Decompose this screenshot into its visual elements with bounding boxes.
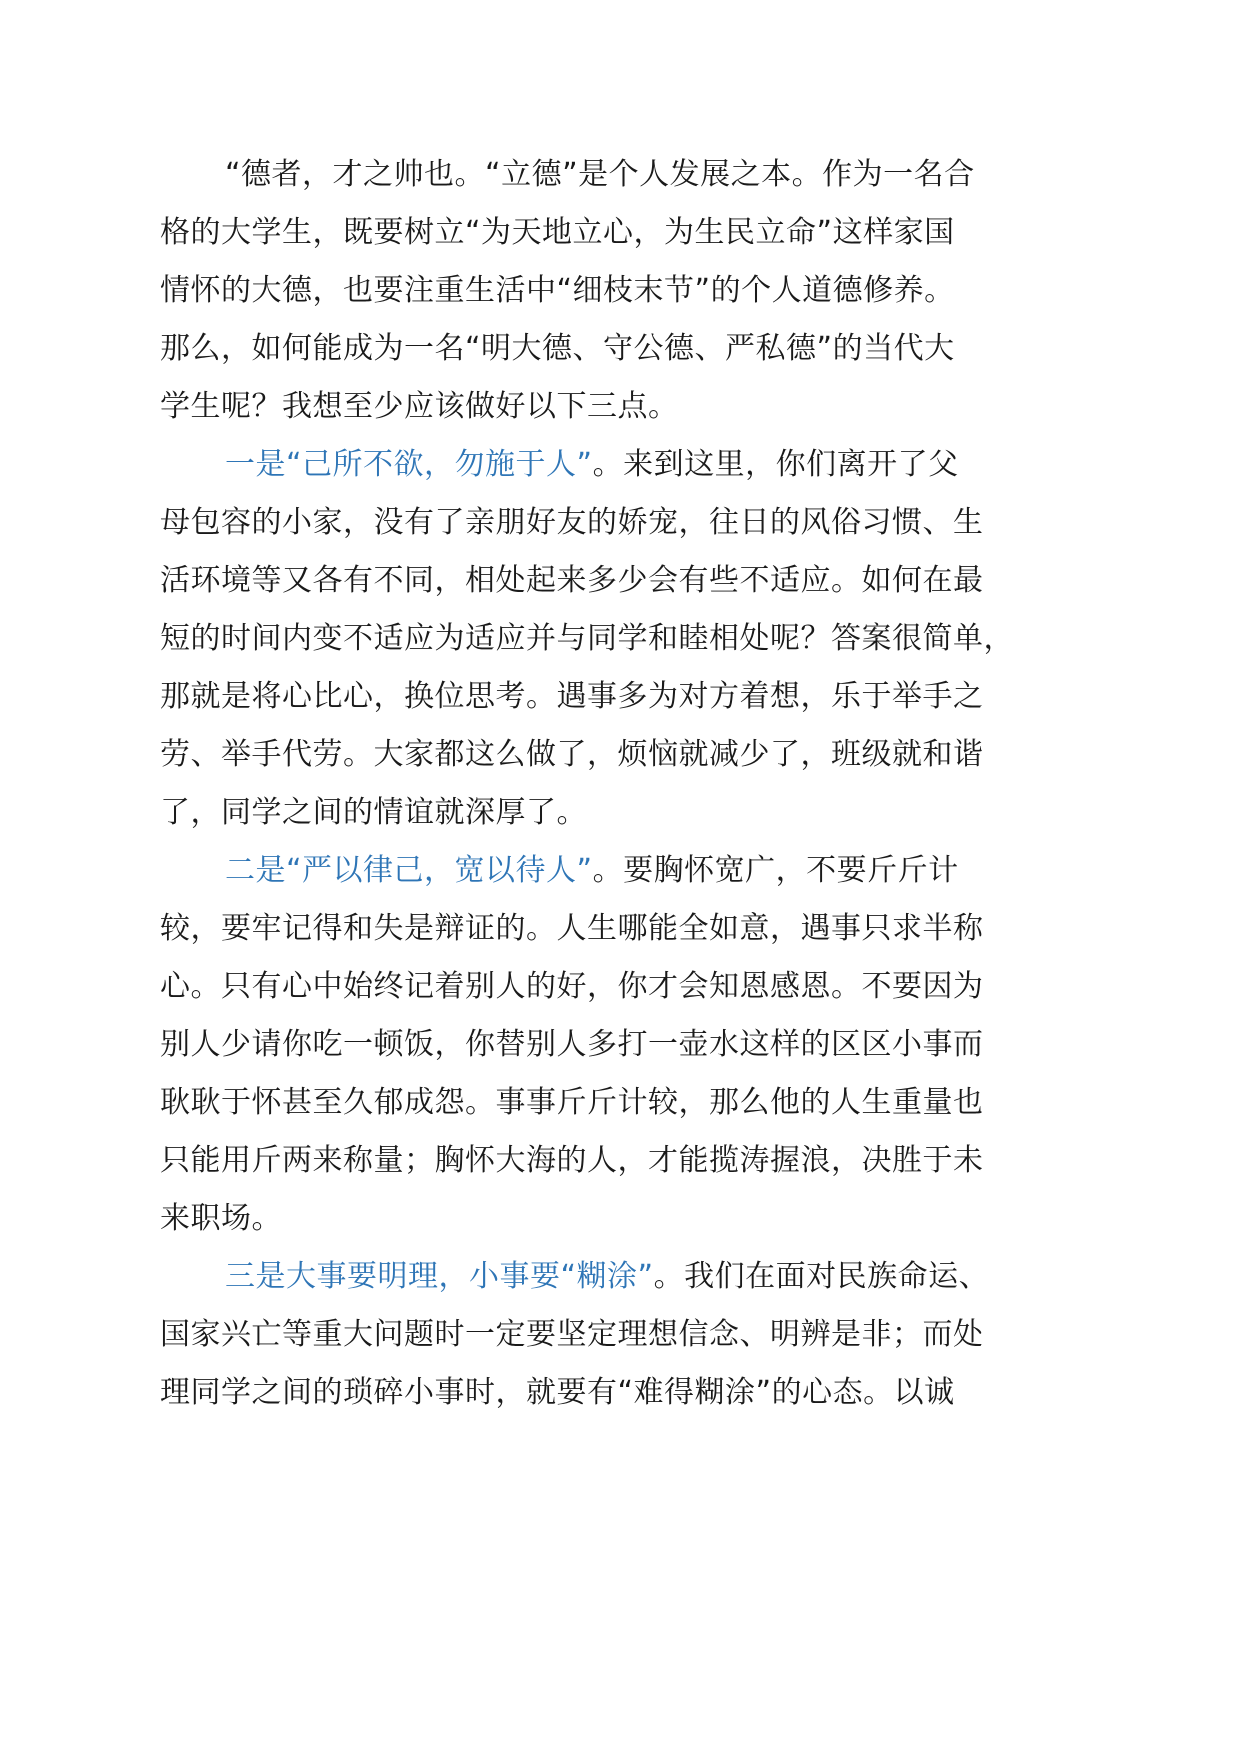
paragraph-line: 劳、举手代劳。大家都这么做了，烦恼就减少了，班级就和谐 [160,737,984,772]
paragraph-line: 来职场。 [160,1201,282,1236]
paragraph-line: 母包容的小家，没有了亲朋好友的娇宠，往日的风俗习惯、生 [160,505,984,540]
paragraph-first-line [225,1257,989,1297]
paragraph-line: 学生呢？我想至少应该做好以下三点。 [160,389,679,424]
paragraph-line: 情怀的大德，也要注重生活中“细枝末节”的个人道德修养。 [160,273,955,308]
paragraph-text: 。要胸怀宽广，不要斤斤计 [592,853,959,888]
point-heading: 一是“己所不欲，勿施于人” [225,447,593,482]
paragraph-text: 。我们在面对民族命运、 [653,1259,990,1294]
paragraph-line: 别人少请你吃一顿饭，你替别人多打一壶水这样的区区小事而 [160,1027,984,1062]
paragraph-line: 较，要牢记得和失是辩证的。人生哪能全如意，遇事只求半称 [160,911,984,946]
paragraph-first-line [225,445,959,485]
paragraph-line: 短的时间内变不适应为适应并与同学和睦相处呢？答案很简单， [160,621,1014,656]
paragraph-line: 心。只有心中始终记着别人的好，你才会知恩感恩。不要因为 [160,969,984,1004]
paragraph-line: 只能用斤两来称量；胸怀大海的人，才能揽涛握浪，决胜于未 [160,1143,984,1178]
paragraph-text: 。来到这里，你们离开了父 [592,447,959,482]
paragraph-line: 了，同学之间的情谊就深厚了。 [160,795,587,830]
paragraph-line: 耿耿于怀甚至久郁成怨。事事斤斤计较，那么他的人生重量也 [160,1085,984,1120]
point-heading: 三是大事要明理，小事要“糊涂” [225,1259,654,1294]
paragraph-first-line [225,851,959,891]
paragraph-line: 格的大学生，既要树立“为天地立心，为生民立命”这样家国 [160,215,955,250]
paragraph-line: 那么，如何能成为一名“明大德、守公德、严私德”的当代大 [160,331,955,366]
point-heading: 二是“严以律己，宽以待人” [225,853,593,888]
paragraph-line: 国家兴亡等重大问题时一定要坚定理想信念、明辨是非；而处 [160,1317,984,1352]
paragraph-line: 活环境等又各有不同，相处起来多少会有些不适应。如何在最 [160,563,984,598]
paragraph-line: “德者，才之帅也。“立德”是个人发展之本。作为一名合 [225,157,975,192]
paragraph-line: 理同学之间的琐碎小事时，就要有“难得糊涂”的心态。以诚 [160,1375,955,1410]
paragraph-line: 那就是将心比心，换位思考。遇事多为对方着想，乐于举手之 [160,679,984,714]
